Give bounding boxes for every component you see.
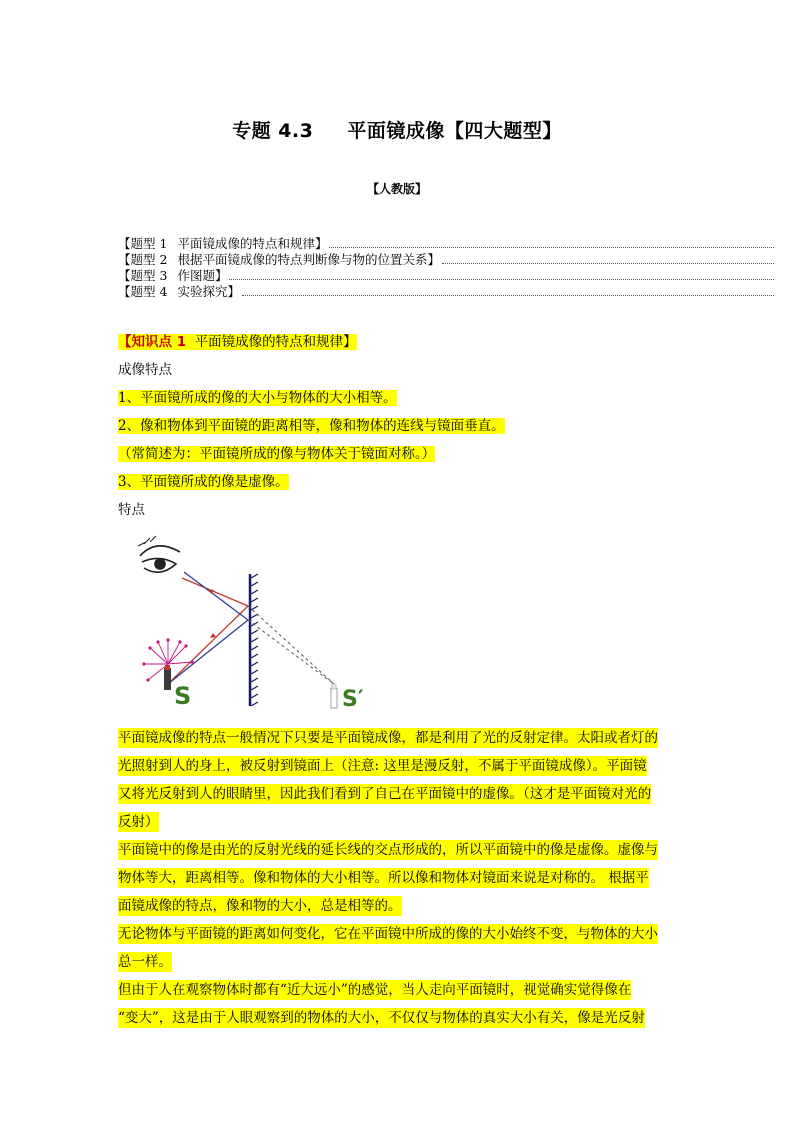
title-number: 专题 4.3 [232,120,314,142]
toc-leader [242,294,774,296]
toc-item-3[interactable]: 【题型 3 作图题】 [118,268,774,284]
plane-mirror [250,574,258,706]
eye-icon [138,536,180,572]
toc-leader [229,278,774,280]
point-2: 2、像和物体到平面镜的距离相等，像和物体的连线与镜面垂直。 [118,418,505,434]
section-heading: 特点 [118,502,145,518]
paragraph-1: 平面镜成像的特点一般情况下只要是平面镜成像，都是利用了光的反射定律。太阳或者灯的 光照射到人的身上，被反射到镜面上（注意: 这里是漫反射，不属于平面镜成像）。平面镜 又将光反射到人的眼睛里，因此我们看到了自己在平面镜中的虚像。（这才是平面镜对光的 反射） [118,730,658,830]
point-3: 3、平面镜所成的像是虚像。 [118,474,289,490]
image-label: S′ [342,687,364,712]
table-of-contents [118,236,774,300]
toc-item-1[interactable]: 【题型 1 平面镜成像的特点和规律】 [118,236,774,252]
page-title [0,116,794,143]
object-label: S [174,682,192,710]
knowledge-tag: 【知识点 1 [118,334,187,350]
section-heading: 成像特点 [118,362,172,378]
mirror-diagram [136,534,372,714]
paragraph-3: 无论物体与平面镜的距离如何变化，它在平面镜中所成的像的大小始终不变，与物体的大小 总一样。 [118,926,658,970]
edition-label: 【人教版】 [366,182,427,196]
paragraph-2: 平面镜中的像是由光的反射光线的延长线的交点形成的，所以平面镜中的像是虚像。虚像与 物体等大，距离相等。像和物体的大小相等。所以像和物体对镜面来说是对称的。 根据平 面镜成像的特点，像和物的大小，总是相等的。 [118,842,658,914]
knowledge-section [118,332,678,528]
toc-leader [329,246,774,248]
point-note: （常简述为：平面镜所成的像与物体关于镜面对称。） [118,446,436,462]
toc-item-4[interactable]: 【题型 4 实验探究】 [118,284,774,300]
title-text: 平面镜成像【四大题型】 [347,120,562,142]
knowledge-point-heading [118,332,678,360]
light-rays [168,572,248,684]
virtual-image-icon [331,684,337,708]
paragraph-4: 但由于人在观察物体时都有“近大远小”的感觉，当人走向平面镜时，视觉确实觉得像在 “变大”，这是由于人眼观察到的物体的大小，不仅仅与物体的真实大小有关，像是光反射 [118,982,645,1026]
virtual-ray-extensions [248,606,334,684]
toc-item-2[interactable]: 【题型 2 根据平面镜成像的特点判断像与物的位置关系】 [118,252,774,268]
knowledge-title: 平面镜成像的特点和规律】 [194,334,357,350]
toc-leader [442,262,774,264]
point-1: 1、平面镜所成的像的大小与物体的大小相等。 [118,390,397,406]
